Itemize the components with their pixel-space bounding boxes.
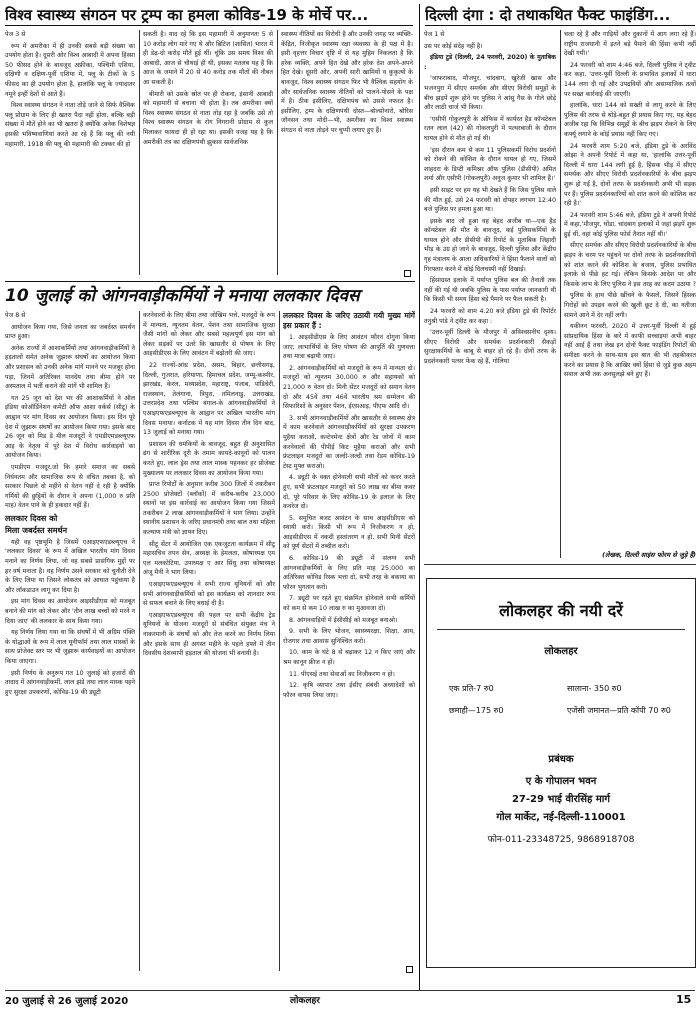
- rates-subtitle: लोकलहर: [544, 646, 578, 657]
- aanganwadi-col1-p6: यही वह पृष्ठभूमि है जिसमें एआइएफएडब्ल्यूएच ने 'ललकार दिवस' के रूप में अखिल भारतीय मांग दिवस मनाने का निर्णय लिया, जो वह सबसे प्रासंगिक मुद्दों पर हर वर्ष मनाता है। यह निर्णय उसने सरकार को चुनौती देने के लिए लिया था जिसने लोकतंत्र को आघात पहुंचाया है और लॉकडाउन लागू कर दिया है।: [5, 538, 135, 594]
- section-divider: [419, 4, 420, 990]
- delhi-col1-p4: 'जाफराबाद, मौजपुर, चांदबाग, खुरेजी खास और भजनपुरा में सीएए समर्थक और सीएए विरोधी समूहों के बीच झड़पें शुरू होने पर पुलिस ने आंसू गैस के गोले छोड़े और लाठी चार्ज भी किया।: [424, 75, 556, 112]
- rate-yearly: सालाना- 350 रु0: [567, 684, 622, 693]
- aanganwadi-col2-p4: प्राप्त रिपोर्टों के अनुसार करीब 300 जिलों में तकरीबन 2500 प्रोजेक्टों (ब्लॉकों) में करीब-करीब 23,000 स्थानों पर इस कार्रवाई का आयोजन किया गया जिसमें तकरीबन 2 लाख आंगनवाड़ीकर्मियों ने भाग लिया। उन्होंने स्थानीय प्रशासन के जरिए प्रधानमंत्री तथा बाल तथा महिला कल्याण मंत्री को ज्ञापन दिए।: [143, 481, 275, 537]
- demand-item: 10. काम के घंटे 8 से बढ़ाकर 12 न किए जाएं और श्रम कानून फ्रीज न हों।: [283, 649, 415, 666]
- delhi-col1-p7: इसी साइट पर हम यह भी देखते हैं कि जिस पुलिस वाले की मौत हुई, उसे 24 फरवरी को दोपहर लगभग 12:40 बजे पुलिस पर हमला हुआ था।: [424, 186, 556, 214]
- demand-item: 7. ड्यूटी पर रहते हुए संक्रमित होनेवाले सभी कर्मियों को कम से कम 10 लाख रु का मुआवजा दो।: [283, 595, 415, 613]
- article-end-mark: [406, 966, 413, 973]
- who-column-3: [281, 30, 413, 270]
- delhi-col1-p9: हिंसाग्रस्त इलाके में पर्याप्त पुलिस बल की तैनाती तक नहीं की गई थी जबकि पुलिस के पास पर्याप्त जानकारी थी कि किसी भी समय हिंसा बड़े पैमाने पर फैल सकती है।: [424, 277, 556, 304]
- delhi-column-1: [424, 30, 556, 558]
- demand-item: 2. आंगनवाड़ीकर्मियों को मजदूरों के रूप में मान्यता दो। मजदूरों को न्यूनतम 30,000 रु और सहायकों को 21,000 रु वेतन दो। मिनी सेंटर मजदूरों को समान वेतन दो और 45वें तथा 46वें भारतीय श्रम सम्मेलन की सिफारिशों के अनुसार पेंशन, ईएसआइ, पीएफ आदि दो।: [283, 364, 415, 411]
- demands-box: [283, 311, 415, 971]
- manager-label: प्रबंधक: [548, 754, 574, 765]
- delhi-col2-p3: हालांकि, धारा 144 को सख्ती से लागू करने के लिए पुलिस की तरफ से थोड़े-बहुत ही प्रयास किए गए, यह बेहद अजीब रहा कि विभिन्न समूहों के बीच झड़प रोकने के लिए कर्फ्यू लगाने के कोई प्रयास नहीं किए गए।: [564, 102, 696, 138]
- delhi-col2-p2: 24 फरवरी को शाम 4:46 बजे, दिल्ली पुलिस ने ट्वीट कर कहा, 'उत्तर-पूर्वी दिल्ली के प्रभावित इलाकों में धारा 144 लगा दी गई और उपद्रवियों और असामाजिक तत्वों पर सख्त कार्रवाई की जाएगी।: [564, 61, 696, 98]
- rate-single-copy: एक प्रति-7 रु0: [449, 684, 494, 693]
- aanganwadi-subheading-1: ललकार दिवस को: [5, 513, 58, 523]
- column-divider: [279, 311, 280, 971]
- section-rule: [5, 281, 415, 282]
- column-divider: [560, 30, 561, 558]
- column-divider: [139, 311, 140, 971]
- who-headline-bar: [5, 4, 413, 26]
- who-col2-p2: बीमारी को उसके स्रोत पर ही रोकना, इंसानी आबादी को महामारी से बचाना भी होता है। तब अमरीका क्यों विश्व स्वास्थ्य संगठन से नाता तोड़ रहा है जबकि उसे तो विश्व स्वास्थ्य संगठन के रोग निगरानी प्रोग्राम से कुल मिलाकर फायदा ही हो रहा था। इसकी वजह यह है कि अमरीकी तंत्र का दक्षिणपंथी झुकाव सार्वजनिक: [143, 90, 273, 146]
- delhi-col1-p6: 'इस दौरान कम से कम 11 पुलिसकर्मी विरोध प्रदर्शनों को रोकने की कोशिश के दौरान घायल हो गए, जिसमें शाहदरा के डिप्टी कमिश्नर ऑफ पुलिस (डीसीपी) अमित शर्मा और एसीपी (गोकलपुरी) अनुज कुमार भी शामिल हैं।': [424, 146, 556, 183]
- rate-agency: एजेंसी जमानत—प्रति कॉपी 70 रु0: [567, 706, 671, 715]
- who-col1-p2: रूप में अमरीका में ही उनकी सबसे बड़ी संख्या का उपयोग होता है। दूसरी ओर विश्व आबादी में अपना हिस्सा 50 फीसद होने के बावजूद अफ्रीका, पश्चिमी एशिया, दक्षिणी व दक्षिण-पूर्वी एशिया में, फ्लू के टीकों के 5 फीसद का ही उपयोग होता है, हालांकि फ्लू के ज्यादातर नमूने इन्हीं देशों से आते हैं।: [5, 42, 135, 98]
- aanganwadi-col1-p8: यह निर्णय लिया गया था कि संघर्षों में भी अग्रिम पंक्ति के योद्धाओं के रूप में लाल यूनीफॉर्म तथा लाल मास्कों के साथ प्रोजेक्ट स्तर पर भी जुझारू कार्यवाइयों का आयोजन किया जाएगा।: [5, 629, 135, 665]
- phone-number: फोन-011-23348725, 9868918708: [487, 835, 635, 845]
- demand-item: 3. सभी आंगनवाड़ीकर्मियों और खासतौर से स्वास्थ्य क्षेत्र में काम करनेवाले आंगनवाड़ीकर्मियों को सुरक्षा उपकरण मुहैया कराओ, कन्टेनमेन्ट क्षेत्रों और रेड जोनों में काम करनेवालों की पीपीई किट मुहैया कराओ और सभी फ्रंटलाइन मजदूरों का जल्दी-जल्दी तथा रेंडम कोविड-19 टेस्ट मुफ्त कराओ।: [283, 414, 415, 470]
- demand-item: 11. पीएसई तथा सेवाओं का निजीकरण न हो।: [289, 670, 395, 678]
- aanganwadi-col2-p2: 22 राज्यों-आंध्र प्रदेश, असम, बिहार, छत्तीसगढ़, दिल्ली, गुजरात, हरियाणा, हिमाचल प्रदेश, जम्मू-कश्मीर, झारखंड, केरल, मध्यप्रदेश, महाराष्ट्र, पंजाब, पांडिचेरी, राजस्थान, तेलंगाना, त्रिपुरा, तमिलनाडु, उत्तराखंड, उत्तरप्रदेश तथा पश्चिम बंगाल-के आंगनवाड़ीकर्मियों ने एआइएफएडब्ल्यूएच के आह्वान पर अखिल भारतीय मांग दिवस मनाया। कर्नाटक में यह मांग दिवस तीन दिन बाद, 13 जुलाई को मनाया गया।: [143, 361, 275, 437]
- footer-rule: [5, 990, 695, 991]
- aanganwadi-col2-p5: सीटू सेंटर में आयोजित एक एकजुटता कार्यक्रम में सीटू महासचिव तपन सेन, अध्यक्ष के हेमलता, कोषाध्यक्ष एम एल मलकोटिया, उपाध्यक्ष ए आर सिंधु तथा कोषाध्यक्ष अंजू मैनी ने भाग लिया।: [143, 540, 275, 577]
- aanganwadi-col2-p1: करनेवालों के लिए बीमा तथा जोखिम भत्ते, मजदूरों के रूप में मान्यता, न्यूनतम वेतन, पेंशन तथा सामाजिक सुरक्षा जैसी मांगों को लेकर और सबसे महत्वपूर्ण इस मांग को लेकर सड़कों पर उतरे कि खासतौर से पोषण के लिए आइसीडीएस के लिए आवंटन में बढ़ोतरी की जाए।: [143, 312, 275, 358]
- column-divider: [277, 30, 278, 275]
- demand-item: 12. कृषि व्यापार तथा ईसीए संबंधी अध्यादेशों को फौरन वापस लिया जाए।: [283, 682, 415, 699]
- delhi-col1-p8: इसके बाद जो हुआ वह बेहद अजीब था—एक हैड कॉन्स्टेबल की मौत के बावजूद, कई पुलिसकर्मियों के घायल होने और डीसीपी की रिपोर्ट के मुताबिक जिहादी भीड़ के उग्र हो जाने के बावजूद, दिल्ली पुलिस और केंद्रीय गृह मंत्रालय के आला अधिकारियों ने हिंसा फैलाने वालों को गिरफ्तार करने में कोई दिलचस्पी नहीं दिखाई।: [424, 217, 556, 273]
- delhi-col1-p1: पेज 1 से: [424, 31, 445, 38]
- demands-box-title: ललकार दिवस के जरिए उठायी गयी मुख्य मांगें इस प्रकार हैं :: [283, 311, 415, 330]
- aanganwadi-column-1: [5, 311, 135, 971]
- aanganwadi-col1-p9: इसी निर्णय के अनुरूप गत 10 जुलाई को हजारों की तादाद में आंगनवाड़ीकर्मी, लाल झंडे तथा लाल मास्क पहने हुए सुरक्षा उपकरणों, कोविड-19 की ड्यूटी: [5, 669, 135, 696]
- address-street: 27-29 भाई वीरसिंह मार्ग: [511, 794, 611, 805]
- delhi-col2-p5: 24 फरवरी शाम 5:46 बजे, इंडिया टुडे ने अपनी रिपोर्ट में कहा,'मौजपुर, घोंडा, चांदबाग इलाकों में जहां झड़पें शुरू हुई थीं, वहां कोई पुलिस फोर्स तैनात नहीं थी।': [564, 211, 696, 238]
- aanganwadi-col1-p5: एमडीएम मजदूर,जो कि हमारे समाज का सबसे निर्धनतम और सामाजिक रूप से वंचित तबका है, को सरकार पिछले दो महीने से वेतन नहीं दे रही है क्योंकि गर्मियों की छुट्टियों के दौरान वे अपना (1,000 रु प्रति माह) वेतन पाने के ही हकदार नहीं हैं।: [5, 463, 135, 510]
- delhi-column-2: [564, 30, 696, 548]
- demand-item: 5. समुचित बजट आवंटन के साथ आइसीडीएस को स्थायी करो। किसी भी रूप में निजीकरण न हो, आइसीडीएस में नकदी हस्तांतरण न हो, सभी मिनी सेंटरों को पूर्ण सेंटरों में तब्दील करो।: [283, 514, 415, 551]
- delhi-col1-p5: 'एसीपी गोकुलपुरी के ऑफिस में कार्यरत हैड कॉन्स्टेबल रतन लाल (42) की गोकलपुरी में पत्थरबाजी के दौरान घायल होने से मौत हो गई थी।: [424, 115, 556, 142]
- demand-item: 6. कोविड-19 की ड्यूटी में संलग्न सभी आंगनवाड़ीकर्मियों के लिए प्रति माह 25,000 का अतिरिक्त कोविड रिस्क भत्ता दो, सभी तरह के बकाया का फौरन भुगतान करो।: [283, 555, 415, 591]
- column-divider: [139, 30, 140, 275]
- who-column-1: [5, 30, 135, 280]
- aanganwadi-headline: 10 जुलाई को आंगनवाड़ीकर्मियों ने मनाया ललकार दिवस: [5, 286, 360, 306]
- delhi-col1-p3: इंडिया टुडे (दिल्ली, 24 फरवरी, 2020) के मुताबिक :: [424, 54, 556, 71]
- delhi-col1-p11: 'उत्तर-पूर्वी दिल्ली के मौजपुर में अविश्वसनीय दृश्य। सीएए विरोधी और समर्थक प्रदर्शनकारी सैकड़ों सुरक्षाकर्मियों के काबू से बाहर हो रहे हैं। दोनों तरफ के प्रदर्शनकारी पत्थर फेंक रहे हैं, गोलियां: [424, 329, 556, 365]
- author-note: (लेखक, दिल्ली साइंस फोरम से जुड़े हैं): [602, 551, 696, 559]
- delhi-col1-p10: 24 फरवरी को शाम 4.20 बजे इंडिया टुडे की रिपोर्टर तनुश्री पांडे ने ट्वीट कर कहा :: [424, 308, 556, 325]
- aanganwadi-col1-p1: पेज 8 से: [5, 312, 26, 319]
- aanganwadi-col1-p7: इस मांग दिवस का आयोजन आइसीडीएस को मजबूत बनाने की मांग को लेकर और 'तीन लाख बच्चों को मरने न दिया जाए' की ललकार के साथ किया गया।: [5, 598, 135, 625]
- who-col3-p1: स्वास्थ्य नीतियों का विरोधी है और उनकी जगह पर व्यक्ति-केंद्रित, निजीकृत स्वास्थ्य रक्षा व्यवस्था के ही पक्ष में है। इसी वृहत्तर विचार दृष्टि में से यह मुहिम निकलता है कि हरेक व्यक्ति, अपने हित देखे और हरेक देश अपने-अपने हित देखे। दूसरी ओर, अपनी सारी खामियों व कुकृत्यों के बावजूद, विश्व स्वास्थ्य संगठन फिर भी वैश्विक सहयोग के और सार्वजनिक स्वास्थ्य नीतियों को पालने-पोसने के पक्ष में है। ठीक इसीलिए, दक्षिणपंथ को उससे नफरत है। इसीलिए, ट्रम्प के दक्षिणपंथी दोस्त—बोल्सोनारो, बोरिस जॉनसन तथा मोदी—भी, अमरीका का विश्व स्वास्थ्य संगठन से नाता तोड़ने पर चुप्पी लगाए हुए हैं।: [281, 31, 413, 134]
- aanganwadi-column-2: [143, 311, 275, 971]
- aanganwadi-col1-p3: अनेक राज्यों में आशाकर्मियों तथा आंगनवाड़ीकर्मियों ने हड़तालों समेत अनेक जुझारू संघर्षों का आयोजन किया और प्रशासन को उनकी अनेक मांगें मानने पर मजबूर होना पड़ा, जिनमें अतिरिक्त मानदेय तथा बीमा होने पर अस्पताल में भर्ती कराने की मांगें भी शामिल हैं।: [5, 344, 135, 391]
- section-rule: [424, 564, 696, 565]
- delhi-col1-p2: उस पर कोई संदेह नहीं है।: [424, 42, 483, 50]
- demand-item: 9. सभी के लिए भोजन, स्वास्थ्यरक्षा, शिक्षा, आय, रोजगार तथा आवास सुनिश्चित करो।: [283, 628, 415, 645]
- demand-item: 8. आंगनवाड़ियों में ईसीसीई को मजबूत बनाओ।: [289, 616, 398, 624]
- aanganwadi-col2-p3: प्रशासन की धमकियों के बावजूद, बहुत ही अनुशासित ढंग से शारीरिक दूरी के तमाम कायदे-कानूनों को पालन करते हुए, लाल ड्रेस तथा लाल मास्क पहनकर हर प्रोजेक्ट मुख्यालय पर ललकार दिवस का आयोजन किया गया।: [143, 440, 275, 477]
- article-end-mark: [404, 270, 411, 277]
- who-column-2: [143, 30, 273, 280]
- aanganwadi-subheading-2: मिला जबर्दस्त समर्थन: [5, 525, 68, 535]
- who-col2-p1: सकती है। याद रहे कि इस महामारी में अनुमानतः 5 से 10 करोड़ लोग मारे गए थे और ब्रिटिश (शासित) भारत में ही डेढ़-दो करोड़ मौतें हुई थीं। चूंकि उस समय विश्व की आबादी, आज से चौथाई ही थी, इसका मतलब यह है कि आज के जमाने में 20 से 40 करोड़ तक मौतों की नौबत आ सकती है।: [143, 31, 273, 86]
- who-col1-p1: पेज 3 से: [5, 31, 26, 38]
- rates-rule: [437, 629, 685, 630]
- delhi-col2-p6: सीएए समर्थक और सीएए विरोधी प्रदर्शनकारियों के बीच झड़प के चरम पर पहुंचने पर दोनों तरफ के प्रदर्शनकारियों को शांत करने की कोशिश के बजाय, पुलिस प्रभावित इलाके से पीछे हट गई। लेकिन किसके आदेश पर और किसके लाभ के लिए पुलिस ने इस तरह का कदम उठाया ?: [564, 242, 696, 288]
- demand-item: 1. आइसीडीएस के लिए आवंटन फौरन दोगुना किया जाए; लाभार्थियों के लिए पोषण की आपूर्ति की गुणवत्ता तथा मात्रा बढ़ायी जाए।: [283, 334, 415, 361]
- aanganwadi-col2-p6: एआइएफएडब्ल्यूएच ने सभी राज्य यूनियनों को और सभी आंगनवाड़ीकर्मियों को इस कार्यक्रम को शानदार रूप से सफल बनाने के लिए बधाई दी है।: [143, 581, 275, 608]
- footer-dates: 20 जुलाई से 26 जुलाई 2020: [5, 996, 129, 1007]
- rate-half-yearly: छमाही—175 रु0: [449, 706, 504, 715]
- page-number: 15: [676, 993, 692, 1006]
- aanganwadi-col2-p7: एआइएफएडब्ल्यूएच की पहल पर सभी केंद्रीय ट्रेड यूनियनों के योजना मजदूरों से संबंधित संयुक्त मंच ने नाकरमानी के संघर्षों को और तेज करने का निर्णय लिया और इसके साथ ही अगस्त महीने के पहले हफ्ते में तीन दिवसीय देशव्यापी हड़ताल की योजना भी बनायी है।: [143, 611, 275, 658]
- delhi-col2-p4: 24 फरवरी शाम 5:20 बजे, इंडिया टुडे के अरविंद ओझा ने अपनी रिपोर्ट में कहा था, 'हालांकि उत्तर-पूर्वी दिल्ली में धारा 144 लगी हुई है, हिंसक भीड़ में सीएए समर्थक और सीएए विरोधी प्रदर्शनकारियों के बीच झड़प शुरू हो गई है, दोनों तरफ के प्रदर्शनकारी अभी भी सड़क पर हैं। पुलिस प्रदर्शनकारियों को शांत करने की कोशिश कर रही है।': [564, 142, 696, 208]
- who-col1-p3: विश्व स्वास्थ्य संगठन ने नाता तोड़े जाने से सिर्फ वैश्विक फ्लू प्रोग्राम के लिए ही खतरा पैदा नहीं होता, बल्कि बड़ी संख्या में मौतें होने का भी खतरा है क्योंकि अनेक विशेषज्ञ इसकी भविष्यवाणियां करते आ रहे हैं कि फ्लू की नयी महामारी, 1918 की फ्लू की महामारी की टक्कर की हो: [5, 102, 135, 148]
- aanganwadi-col1-p4: गत 25 जून को देश भर की आशाकर्मियों ने ऑल इंडिया कोऑर्डिनेशन कमेटी ऑफ आशा वर्कर्स (सीटू) के आह्वान पर मांग दिवस का आयोजन किया। इस दिन पूरे देश में जुझारू संघर्षों का आयोजन किया गया। इसके बाद 26 जून को मिड डे मील मजदूरों ने एमडीएमडब्ल्यूएफ आइ के नेतृत्व में पूरे देश में विरोध कार्रवाइयों का आयोजन किया।: [5, 394, 135, 460]
- rates-title: लोकलहर की नयी दरें: [499, 601, 623, 620]
- delhi-col2-p8: यकीनन फरवरी, 2020 में उत्तर-पूर्वी दिल्ली में हुई सांप्रदायिक हिंसा के बारे में काफी सच्चाइयां अभी बाहर नहीं आई हैं तथा लेख इन दोनों फैक्ट फाइंडिंग रिपोर्टों की समीक्षा करने के साथ-साथ इस बात की भी तहकीकात करने का प्रयास है कि आखिर क्यों हिंसा से जुड़े कुछ अहम सवाल अभी तक अनसुलझे बने हुए हैं।: [564, 323, 696, 379]
- demand-item: 4. ड्यूटी के वक्त होनेवाली सभी मौतों को कवर करते हुए, सभी फ्रंटलाइन मजदूरों को 50 लाख का बीमा कवर दो, पूरे परिवार के लिए कोविड-19 के इलाज के लिए कवरेज दो।: [283, 474, 415, 511]
- address-city: गोल मार्केट, नई-दिल्ली-110001: [496, 812, 626, 823]
- delhi-col2-p1: चला रहे हैं और गाड़ियों और दुकानों में आग लगा रहे हैं। राष्ट्रीय राजधानी में इतने बड़े पैमाने की हिंसा कभी नहीं देखी गयी।': [564, 31, 696, 58]
- delhi-headline-bar: [425, 4, 695, 26]
- aanganwadi-col1-p2: आयोजन किया गया, जिसे जनता का जबर्दस्त समर्थन प्राप्त हुआ।: [5, 323, 135, 341]
- delhi-col2-p7: पुलिस के हाथ पीछे खींचने के फैसले, जिसने हिंसक गिरोहों को उपद्रव करने की खुली छूट दे दी, का नतीजा सामने आने में देर नहीं लगी।: [564, 292, 696, 319]
- org-name: ए के गोपालन भवन: [525, 776, 597, 787]
- footer-paper-name: लोकलहर: [290, 996, 320, 1006]
- rates-box: [426, 578, 696, 968]
- who-headline: विश्व स्वास्थ्य संगठन पर ट्रम्प का हमला कोविड-19 के मोर्चे पर...: [5, 6, 369, 24]
- delhi-headline: दिल्ली दंगा : दो तथाकथित फैक्ट फाइंडिंग...: [425, 6, 671, 24]
